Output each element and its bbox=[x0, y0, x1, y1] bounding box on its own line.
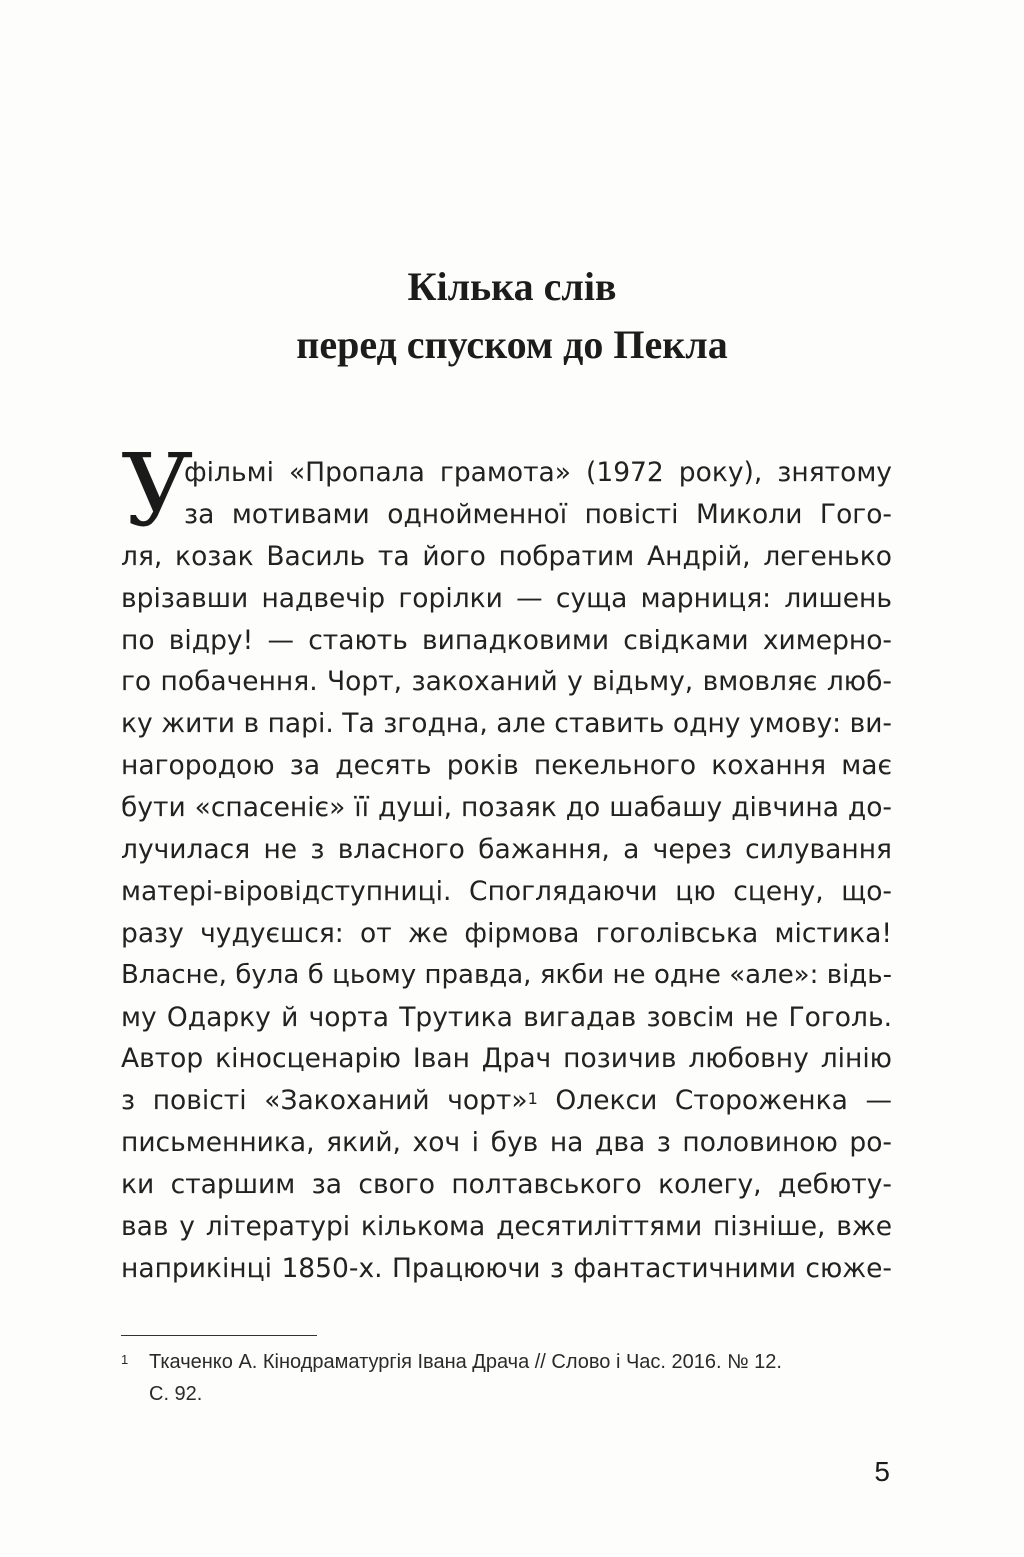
chapter-title-line-2: перед спуском до Пекла bbox=[296, 322, 728, 367]
footnote-reference[interactable]: 1 bbox=[527, 1089, 538, 1109]
text-line: нагородою за десять років пекельного кохання має bbox=[121, 750, 892, 782]
body-text bbox=[121, 452, 892, 1290]
footnote-separator bbox=[121, 1335, 317, 1336]
page-number: 5 bbox=[874, 1456, 890, 1487]
text-line: по відру! — стають випадковими свідками химерно- bbox=[121, 624, 892, 656]
text-fragment: з повісті «Закоханий чорт» bbox=[121, 1085, 528, 1117]
text-line: письменника, який, хоч і був на два з половиною ро- bbox=[121, 1127, 892, 1159]
text-line-with-footnote bbox=[121, 1080, 892, 1122]
text-line: му Одарку й чорта Трутика вигадав зовсім не Гоголь. bbox=[121, 1001, 892, 1033]
text-line: фільмі «Пропала грамота» (1972 року), знятому bbox=[184, 457, 892, 488]
text-line: вав у літературі кількома десятиліттями пізніше, вже bbox=[121, 1211, 892, 1243]
footnote-number: 1 bbox=[121, 1352, 129, 1367]
text-line: врізавши надвечір горілки — суща марниця: лишень bbox=[121, 582, 892, 614]
text-line: Автор кіносценарію Іван Драч позичив любовну лінію bbox=[121, 1043, 892, 1075]
chapter-title-line-1: Кілька слів bbox=[407, 264, 617, 309]
text-line: Власне, була б цьому правда, якби не одне «але»: відь- bbox=[121, 959, 892, 990]
text-line: ку жити в парі. Та згодна, але ставить одну умову: ви- bbox=[121, 708, 892, 740]
text-fragment: Олекси Стороженка — bbox=[537, 1085, 892, 1117]
text-line: ки старшим за свого полтавського колегу, дебюту- bbox=[121, 1169, 892, 1201]
drop-cap: У bbox=[121, 432, 194, 549]
footnote-line-2: С. 92. bbox=[149, 1383, 203, 1405]
chapter-title bbox=[0, 258, 1024, 374]
text-line: ля, козак Василь та його побратим Андрій, легенько bbox=[121, 540, 892, 572]
footnote bbox=[121, 1346, 892, 1410]
text-line: наприкінці 1850-х. Працюючи з фантастичними сюже- bbox=[121, 1252, 892, 1284]
text-line: разу чудуєшся: от же фірмова гоголівська містика! bbox=[121, 917, 892, 949]
footnote-text bbox=[121, 1346, 892, 1410]
text-line: матері-віровідступниці. Споглядаючи цю сцену, що- bbox=[121, 875, 892, 907]
text-line: бути «спасеніє» її душі, позаяк до шабашу дівчина до- bbox=[121, 792, 892, 824]
footnote-line-1: Ткаченко А. Кінодраматургія Івана Драча // Слово і Час. 2016. № 12. bbox=[149, 1351, 782, 1373]
text-line: за мотивами однойменної повісті Миколи Гого- bbox=[184, 498, 892, 530]
text-line: го побачення. Чорт, закоханий у відьму, вмовляє люб- bbox=[121, 666, 892, 698]
text-line: лучилася не з власного бажання, а через силування bbox=[121, 834, 892, 866]
